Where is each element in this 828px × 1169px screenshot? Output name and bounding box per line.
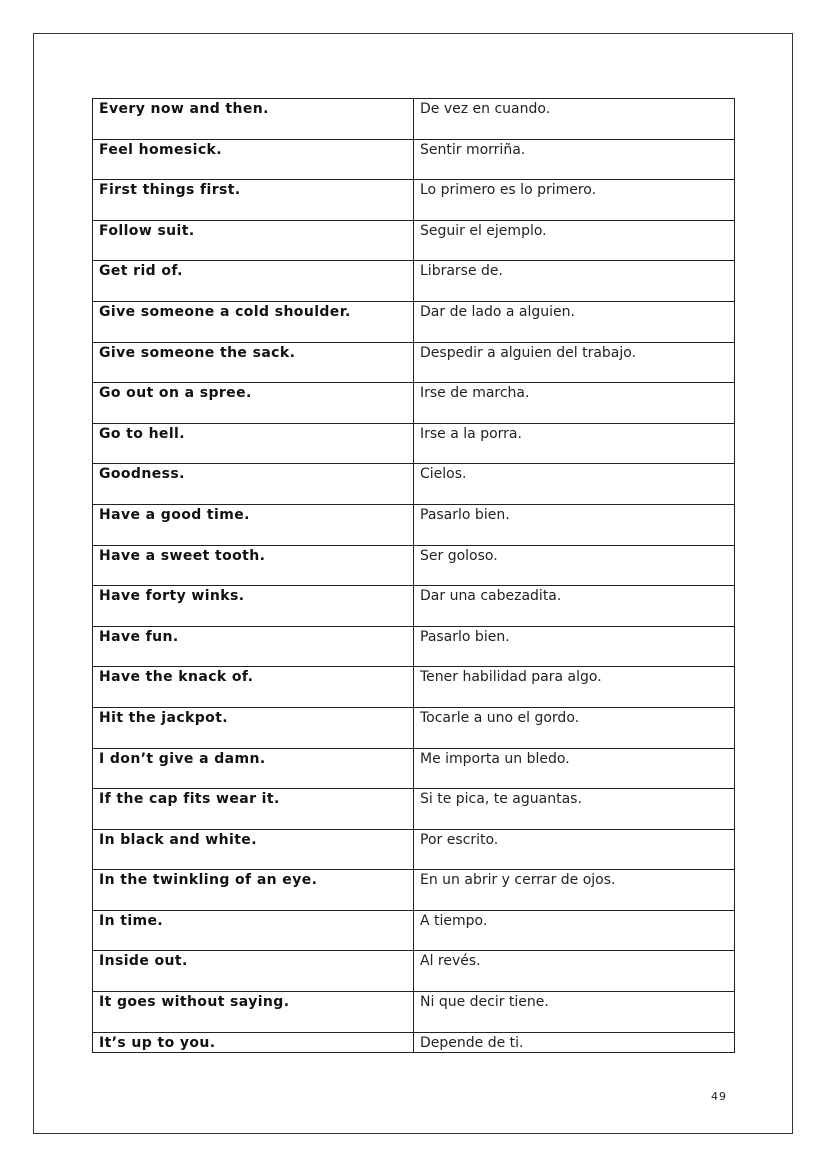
table-row [93,504,735,545]
table-row [93,626,735,667]
spanish-cell [414,220,735,261]
spanish-translation: Sentir morriña. [420,141,526,158]
spanish-cell [414,992,735,1033]
english-cell [93,1032,414,1052]
spanish-cell [414,829,735,870]
english-idiom: Go to hell. [99,425,185,442]
spanish-cell [414,139,735,180]
spanish-translation: Pasarlo bien. [420,628,510,645]
english-idiom: In the twinkling of an eye. [99,872,318,889]
spanish-translation: De vez en cuando. [420,101,551,117]
spanish-translation: A tiempo. [420,912,488,929]
english-idiom: Every now and then. [99,101,269,117]
spanish-cell [414,707,735,748]
english-cell [93,626,414,667]
table-row [93,789,735,830]
english-cell [93,423,414,464]
spanish-translation: Dar de lado a alguien. [420,303,575,320]
spanish-translation: Si te pica, te aguantas. [420,791,582,808]
english-cell [93,180,414,221]
english-cell [93,951,414,992]
spanish-translation: Irse a la porra. [420,425,522,442]
english-idiom: Give someone the sack. [99,344,296,361]
table-row [93,99,735,140]
spanish-translation: Al revés. [420,953,481,970]
english-cell [93,139,414,180]
english-cell [93,464,414,505]
table-row [93,139,735,180]
english-idiom: Have a sweet tooth. [99,547,266,564]
table-row [93,342,735,383]
table-row [93,829,735,870]
english-cell [93,748,414,789]
english-idiom: In black and white. [99,831,257,848]
spanish-translation: Tener habilidad para algo. [420,669,602,686]
spanish-translation: Depende de ti. [420,1034,524,1051]
english-cell [93,829,414,870]
table-row [93,220,735,261]
table-row [93,261,735,302]
english-cell [93,99,414,140]
spanish-translation: En un abrir y cerrar de ojos. [420,872,616,889]
spanish-cell [414,464,735,505]
english-cell [93,870,414,911]
english-idiom: Goodness. [99,466,185,483]
spanish-cell [414,423,735,464]
english-cell [93,586,414,627]
spanish-cell [414,383,735,424]
spanish-translation: Seguir el ejemplo. [420,222,547,239]
spanish-cell [414,1032,735,1052]
english-cell [93,342,414,383]
table-row [93,586,735,627]
page-number: 49 [711,1090,727,1103]
english-cell [93,992,414,1033]
spanish-cell [414,504,735,545]
spanish-cell [414,261,735,302]
spanish-cell [414,870,735,911]
spanish-cell [414,586,735,627]
idiom-table [92,98,735,1053]
spanish-translation: Me importa un bledo. [420,750,570,767]
english-idiom: Follow suit. [99,222,195,239]
spanish-translation: Librarse de. [420,263,503,280]
table-row [93,870,735,911]
english-idiom: I don’t give a damn. [99,750,266,767]
idiom-table-body [93,99,735,1053]
spanish-cell [414,545,735,586]
english-cell [93,220,414,261]
english-idiom: Have a good time. [99,506,250,523]
spanish-translation: Ni que decir tiene. [420,994,549,1011]
spanish-cell [414,99,735,140]
spanish-cell [414,789,735,830]
english-idiom: Have forty winks. [99,588,245,605]
table-row [93,951,735,992]
spanish-translation: Ser goloso. [420,547,498,564]
english-cell [93,261,414,302]
english-idiom: Have fun. [99,628,179,645]
spanish-cell [414,180,735,221]
english-idiom: In time. [99,912,164,929]
spanish-translation: Pasarlo bien. [420,506,510,523]
table-row [93,464,735,505]
table-row [93,667,735,708]
table-row [93,992,735,1033]
spanish-cell [414,951,735,992]
english-idiom: Inside out. [99,953,188,970]
spanish-cell [414,342,735,383]
english-idiom: Get rid of. [99,263,183,280]
spanish-translation: Despedir a alguien del trabajo. [420,344,637,361]
spanish-cell [414,626,735,667]
english-cell [93,667,414,708]
english-idiom: Give someone a cold shoulder. [99,303,351,320]
table-row [93,545,735,586]
table-row [93,748,735,789]
english-idiom: Have the knack of. [99,669,254,686]
spanish-cell [414,910,735,951]
english-idiom: Feel homesick. [99,141,222,158]
spanish-cell [414,301,735,342]
table-row [93,1032,735,1052]
english-cell [93,504,414,545]
spanish-translation: Tocarle a uno el gordo. [420,709,580,726]
table-row [93,383,735,424]
english-idiom: It goes without saying. [99,994,290,1011]
spanish-translation: Dar una cabezadita. [420,588,562,605]
spanish-translation: Lo primero es lo primero. [420,182,597,199]
english-cell [93,301,414,342]
english-idiom: First things first. [99,182,241,199]
spanish-cell [414,748,735,789]
english-idiom: It’s up to you. [99,1034,216,1051]
english-cell [93,383,414,424]
english-idiom: Hit the jackpot. [99,709,229,726]
spanish-translation: Por escrito. [420,831,499,848]
spanish-cell [414,667,735,708]
table-row [93,301,735,342]
english-cell [93,910,414,951]
table-row [93,180,735,221]
english-idiom: If the cap fits wear it. [99,791,280,808]
english-cell [93,545,414,586]
table-row [93,707,735,748]
spanish-translation: Irse de marcha. [420,385,530,402]
english-cell [93,789,414,830]
table-row [93,910,735,951]
english-idiom: Go out on a spree. [99,385,252,402]
table-row [93,423,735,464]
english-cell [93,707,414,748]
spanish-translation: Cielos. [420,466,467,483]
